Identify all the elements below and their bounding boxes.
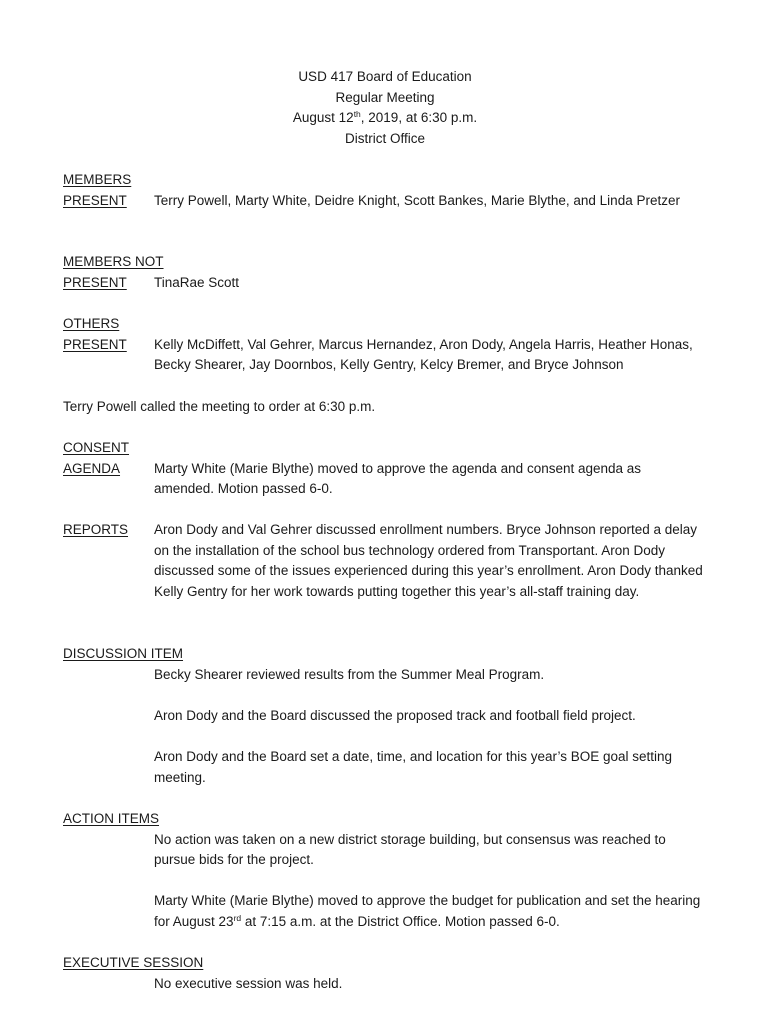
action-item-2-suffix: rd bbox=[233, 912, 242, 923]
members-not-present-text: TinaRae Scott bbox=[154, 274, 240, 290]
discussion-item-section bbox=[63, 644, 713, 788]
others-present-text: Kelly McDiffett, Val Gehrer, Marcus Hernandez, Aron Dody, Angela Harris, Heather Honas, Becky Shearer, Jay Doornbos, Kelly Gentry, Kelcy Bremer, and Bryce Johnson bbox=[154, 336, 693, 373]
others-present-section bbox=[63, 314, 713, 376]
discussion-item-2: Aron Dody and the Board discussed the proposed track and football field project. bbox=[154, 707, 636, 723]
call-to-order-section bbox=[63, 397, 713, 418]
discussion-item-label-text: DISCUSSION ITEM bbox=[63, 646, 184, 661]
meeting-date-rest: , 2019, at 6:30 p.m. bbox=[360, 110, 478, 126]
members-not-present-label-line2: PRESENT bbox=[63, 274, 127, 290]
consent-agenda-section bbox=[63, 438, 713, 500]
document-header bbox=[0, 67, 770, 149]
members-not-present-section bbox=[63, 252, 713, 293]
members-present-text: Terry Powell, Marty White, Deidre Knight, Scott Bankes, Marie Blythe, and Linda Pretzer bbox=[154, 192, 680, 208]
executive-session-text: No executive session was held. bbox=[154, 975, 343, 991]
meeting-date-suffix: th bbox=[353, 109, 361, 120]
discussion-item-3: Aron Dody and the Board set a date, time, and location for this year’s BOE goal setting meeting. bbox=[154, 748, 673, 785]
consent-agenda-text: Marty White (Marie Blythe) moved to approve the agenda and consent agenda as amended. Motion passed 6-0. bbox=[154, 460, 642, 497]
executive-session-label bbox=[63, 953, 263, 974]
consent-agenda-label bbox=[63, 438, 153, 479]
others-present-label-line2: PRESENT bbox=[63, 336, 127, 352]
action-items-label-text: ACTION ITEMS bbox=[63, 811, 160, 826]
members-present-label-line2: PRESENT bbox=[63, 192, 127, 208]
reports-text: Aron Dody and Val Gehrer discussed enrollment numbers. Bryce Johnson reported a delay on the installation of the school bus technology ordered from Transportant. Aron Dody discussed some of the issues experienced during this year’s enrollment. Aron Dody thanked Kelly Gentry for her work towards putting together this year’s all-staff training day. bbox=[154, 522, 703, 599]
members-present-section bbox=[63, 170, 713, 211]
call-to-order-text: Terry Powell called the meeting to order at 6:30 p.m. bbox=[63, 399, 376, 414]
others-present-label bbox=[63, 314, 153, 355]
members-present-label-line1: MEMBERS bbox=[63, 172, 132, 187]
executive-session-section bbox=[63, 953, 713, 994]
members-not-present-label-line1: MEMBERS NOT bbox=[63, 254, 164, 269]
reports-label-text: REPORTS bbox=[63, 522, 129, 537]
meeting-date bbox=[0, 108, 770, 129]
members-not-present-label bbox=[63, 252, 164, 293]
discussion-item-1: Becky Shearer reviewed results from the Summer Meal Program. bbox=[154, 666, 545, 682]
executive-session-label-text: EXECUTIVE SESSION bbox=[63, 955, 204, 970]
meeting-location: District Office bbox=[344, 130, 425, 146]
action-item-1: No action was taken on a new district storage building, but consensus was reached to pursue bids for the project. bbox=[154, 831, 666, 868]
meeting-type: Regular Meeting bbox=[335, 89, 435, 105]
board-title: USD 417 Board of Education bbox=[298, 69, 472, 84]
action-item-2-pre: Marty White (Marie Blythe) moved to approve the budget for publication and set the hearing for August 23 bbox=[154, 893, 701, 929]
reports-label bbox=[63, 520, 153, 541]
action-item-2 bbox=[154, 891, 709, 932]
action-item-2-post: at 7:15 a.m. at the District Office. Motion passed 6-0. bbox=[241, 913, 560, 929]
others-present-label-line1: OTHERS bbox=[63, 316, 120, 331]
action-items-label bbox=[63, 809, 263, 830]
action-items-section bbox=[63, 809, 713, 933]
consent-agenda-label-line1: CONSENT bbox=[63, 440, 130, 455]
members-present-label bbox=[63, 170, 153, 211]
reports-section bbox=[63, 520, 713, 602]
discussion-item-label bbox=[63, 644, 263, 665]
meeting-date-day: August 12 bbox=[292, 110, 354, 126]
consent-agenda-label-line2: AGENDA bbox=[63, 460, 121, 476]
